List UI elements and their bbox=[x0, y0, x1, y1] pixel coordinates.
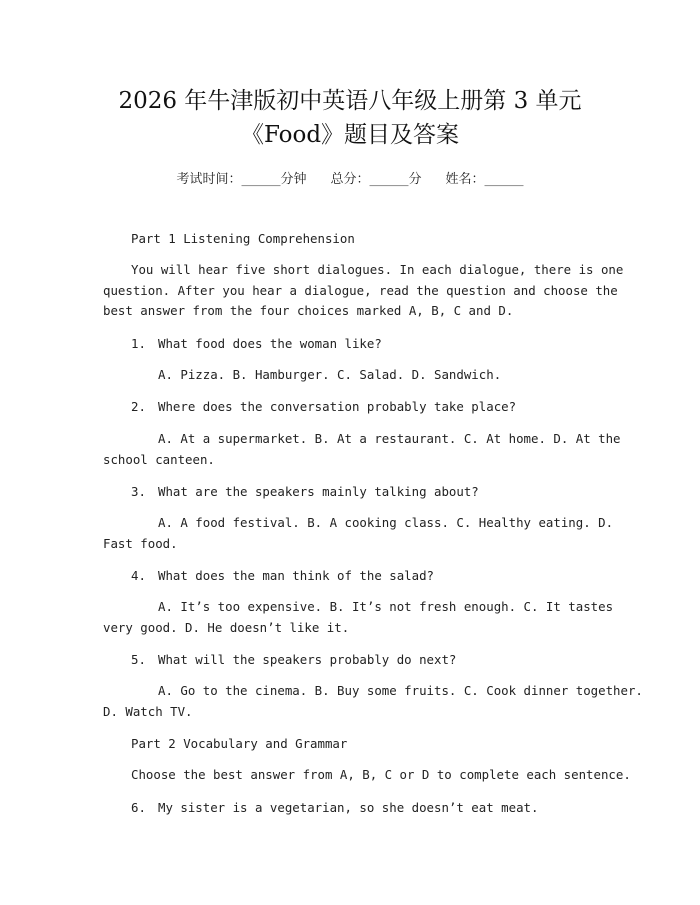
question-options: A. At a supermarket. B. At a restaurant. C. At home. D. At the bbox=[158, 431, 621, 446]
question-number: 1. bbox=[131, 336, 146, 351]
question-text: Where does the conversation probably take place? bbox=[158, 399, 517, 414]
question-text: What are the speakers mainly talking about? bbox=[158, 484, 479, 499]
question-text: What does the man think of the salad? bbox=[158, 568, 435, 583]
part2-instruction: Choose the best answer from A, B, C or D to complete each sentence. bbox=[131, 767, 631, 782]
exam-time-field: 考试时间：______分钟 bbox=[176, 172, 307, 187]
question-number: 6. bbox=[131, 800, 146, 815]
part1-instruction-line: best answer from the four choices marked A, B, C and D. bbox=[103, 303, 514, 318]
exam-meta bbox=[0, 168, 700, 187]
part1-heading: Part 1 Listening Comprehension bbox=[131, 231, 355, 246]
total-score-field: 总分：______分 bbox=[330, 172, 422, 187]
question-options: A. A food festival. B. A cooking class. C. Healthy eating. D. bbox=[158, 515, 614, 530]
question-options: A. Go to the cinema. B. Buy some fruits. C. Cook dinner together. bbox=[158, 683, 643, 698]
question-options-continued: very good. D. He doesn’t like it. bbox=[103, 620, 350, 635]
part2-heading: Part 2 Vocabulary and Grammar bbox=[131, 736, 348, 751]
question-text: My sister is a vegetarian, so she doesn’t eat meat. bbox=[158, 800, 539, 815]
question-options-continued: school canteen. bbox=[103, 452, 215, 467]
part1-instruction-line: You will hear five short dialogues. In each dialogue, there is one bbox=[131, 262, 624, 277]
question-options: A. It’s too expensive. B. It’s not fresh enough. C. It tastes bbox=[158, 599, 614, 614]
question-text: What food does the woman like? bbox=[158, 336, 382, 351]
question-options-continued: Fast food. bbox=[103, 536, 178, 551]
question-number: 3. bbox=[131, 484, 146, 499]
question-options-continued: D. Watch TV. bbox=[103, 704, 193, 719]
question-text: What will the speakers probably do next? bbox=[158, 652, 457, 667]
question-number: 4. bbox=[131, 568, 146, 583]
question-number: 5. bbox=[131, 652, 146, 667]
document-title-line-2: 《Food》题目及答案 bbox=[240, 122, 460, 148]
question-options: A. Pizza. B. Hamburger. C. Salad. D. Sandwich. bbox=[158, 367, 502, 382]
part1-instruction-line: question. After you hear a dialogue, read the question and choose the bbox=[103, 283, 618, 298]
student-name-field: 姓名：______ bbox=[445, 172, 524, 187]
document-title-line-1: 2026 年牛津版初中英语八年级上册第 3 单元 bbox=[118, 88, 582, 114]
question-number: 2. bbox=[131, 399, 146, 414]
